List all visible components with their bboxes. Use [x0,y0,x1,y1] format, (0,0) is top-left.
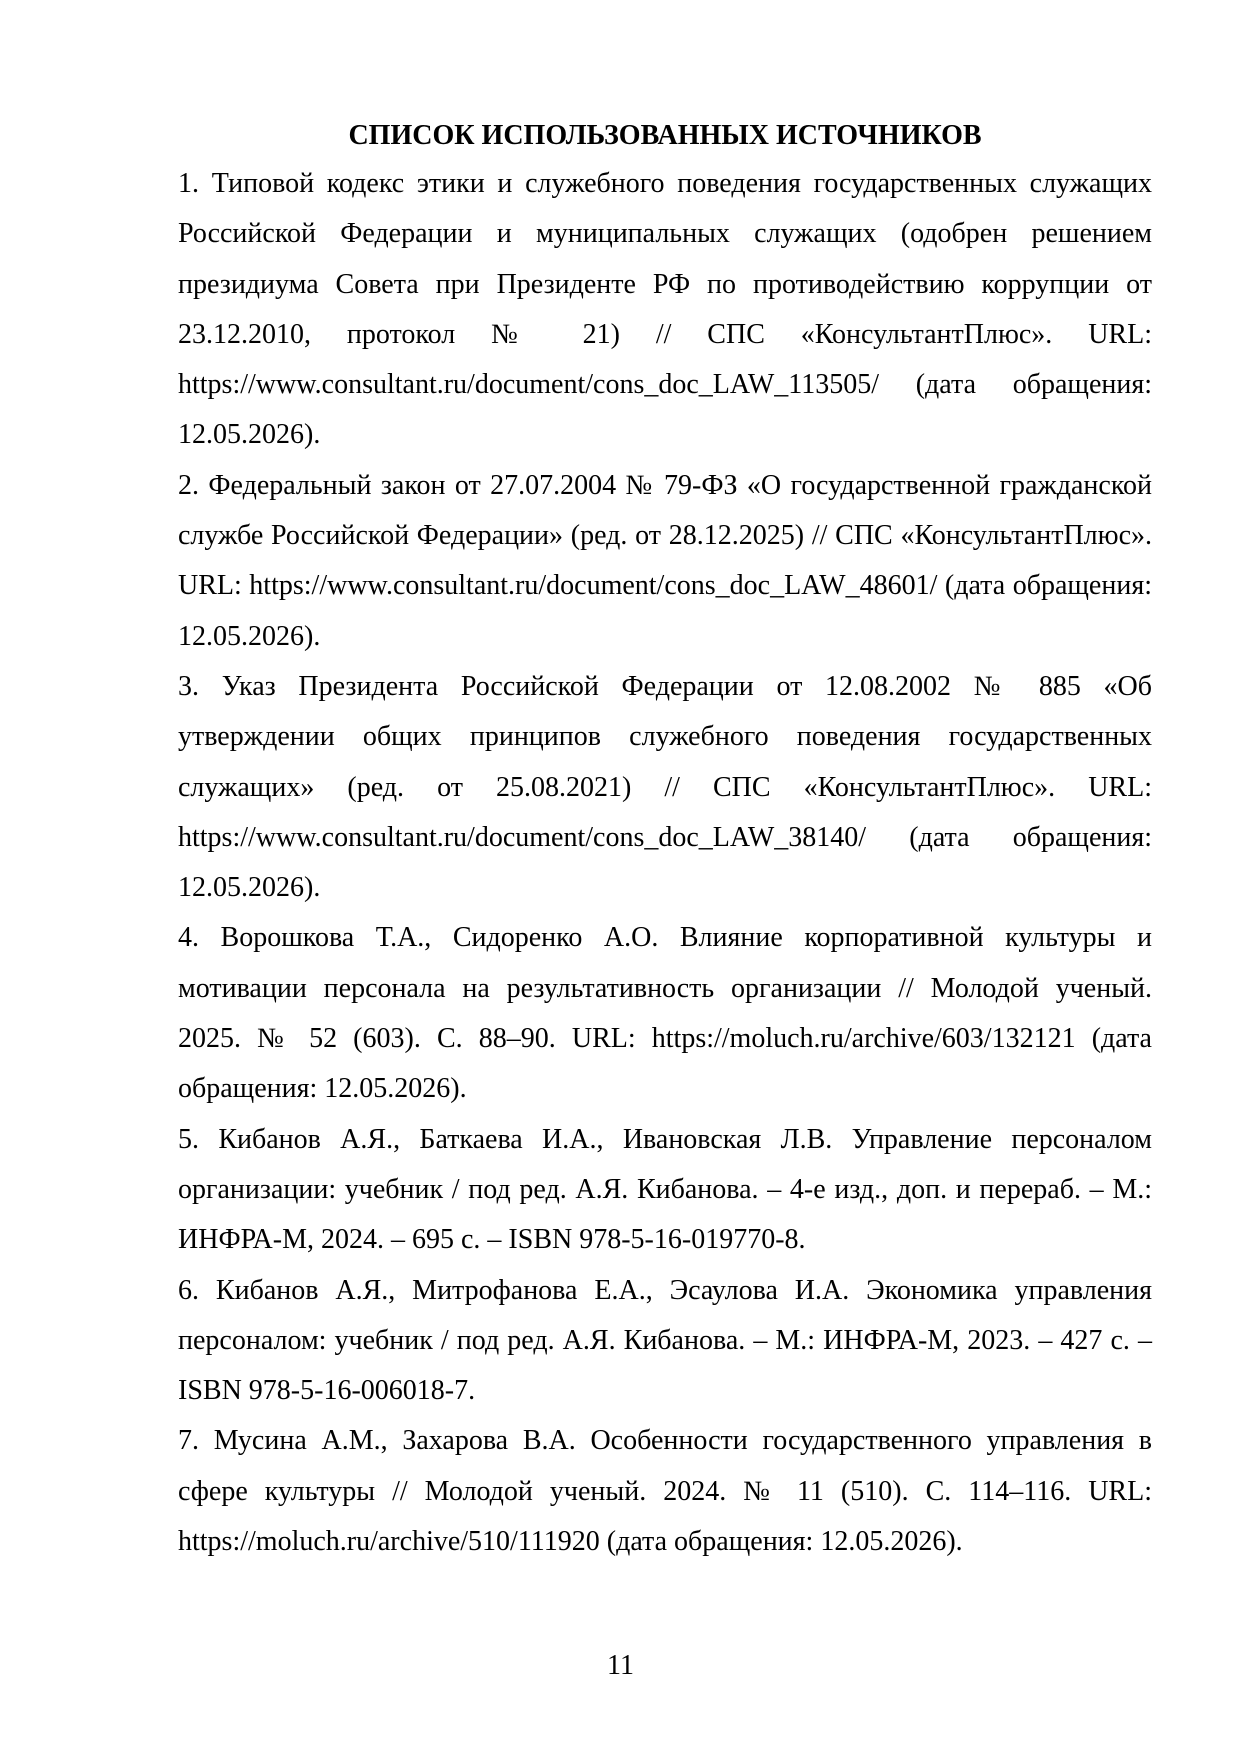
page-title: СПИСОК ИСПОЛЬЗОВАННЫХ ИСТОЧНИКОВ [348,120,982,151]
reference-item: 5. Кибанов А.Я., Баткаева И.А., Ивановская Л.В. Управление персоналом организации: учебник / под ред. А.Я. Кибанова. – 4-е изд., доп. и перераб. – М.: ИНФРА-М, 2024. – 695 с. – ISBN 978-5-16-019770-8. [178,1123,1152,1256]
reference-item: 2. Федеральный закон от 27.07.2004 № 79-ФЗ «О государственной гражданской службе Российской Федерации» (ред. от 28.12.2025) // СПС «КонсультантПлюс». URL: https://www.consultant.ru/document/cons_doc_LAW_48601/ (дата обращения: 12.05.2026). [178,469,1152,652]
reference-item: 7. Мусина А.М., Захарова В.А. Особенности государственного управления в сфере культуры // Молодой ученый. 2024. № 11 (510). С. 114–116. URL: https://moluch.ru/archive/510/111920 (дата обращения: 12.05.2026). [178,1425,1152,1558]
reference-item: 3. Указ Президента Российской Федерации от 12.08.2002 № 885 «Об утверждении общих принципов служебного поведения государственных служащих» (ред. от 25.08.2021) // СПС «КонсультантПлюс». URL: https://www.consultant.ru/document/cons_doc_LAW_38140/ (дата обращения: 12.05.2026). [178,670,1152,904]
reference-item: 1. Типовой кодекс этики и служебного поведения государственных служащих Российской Федерации и муниципальных служащих (одобрен решением президиума Совета при Президенте РФ по противодействию коррупции от 23.12.2010, протокол № 21) // СПС «КонсультантПлюс». URL: https://www.consultant.ru/document/cons_doc_LAW_113505/ (дата обращения: 12.05.2026). [178,168,1152,451]
reference-list [178,159,1152,1567]
page-number: 11 [607,1650,634,1681]
reference-item: 4. Ворошкова Т.А., Сидоренко А.О. Влияние корпоративной культуры и мотивации персонала на результативность организации // Молодой ученый. 2025. № 52 (603). С. 88–90. URL: https://moluch.ru/archive/603/132121 (дата обращения: 12.05.2026). [178,922,1152,1105]
reference-item: 6. Кибанов А.Я., Митрофанова Е.А., Эсаулова И.А. Экономика управления персоналом: учебник / под ред. А.Я. Кибанова. – М.: ИНФРА-М, 2023. – 427 с. – ISBN 978-5-16-006018-7. [178,1274,1152,1407]
